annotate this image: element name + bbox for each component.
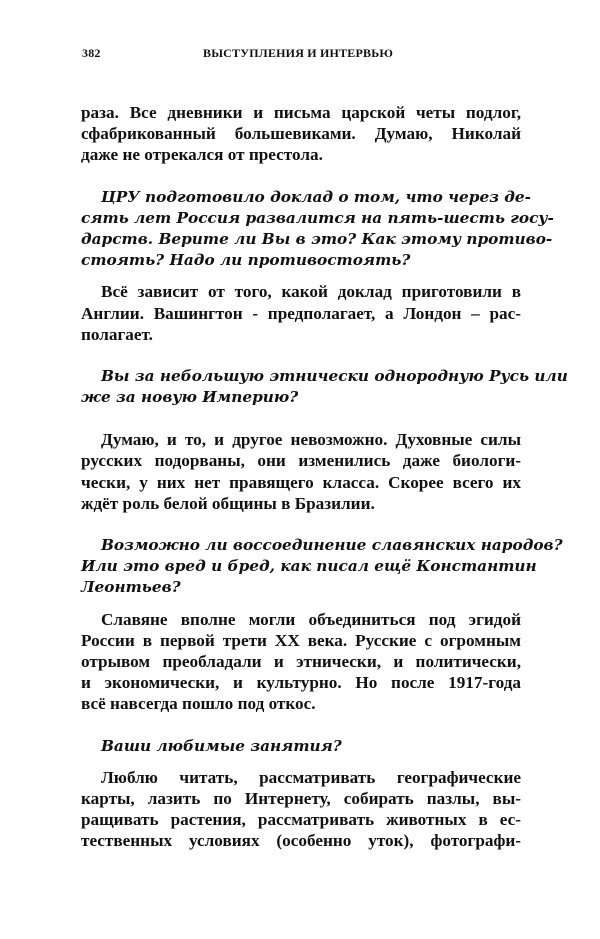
running-title: ВЫСТУПЛЕНИЯ И ИНТЕРВЬЮ <box>203 46 394 60</box>
question-paragraph <box>81 535 563 599</box>
question-paragraph <box>81 736 521 757</box>
paragraph-gap <box>81 271 521 281</box>
text-line: стоять? Надо ли противостоять? <box>81 251 411 270</box>
text-line: карты, лазить по Интернету, собирать пазлы, вы- <box>81 788 521 808</box>
text-line: чески, у них нет правящего класса. Скорее всего их <box>81 472 521 492</box>
text-line: ЦРУ подготовило доклад о том, что через де- <box>101 187 531 206</box>
text-line: раза. Все дневники и письма царской четы подлог, <box>81 103 521 122</box>
text-line: Думаю, и то, и другое невозможно. Духовные силы <box>101 430 521 450</box>
paragraph-gap <box>81 757 521 767</box>
page-number: 382 <box>82 46 101 60</box>
answer-paragraph <box>81 767 521 852</box>
running-header <box>82 46 522 62</box>
text-line: полагает. <box>81 324 153 344</box>
question-paragraph <box>81 187 554 272</box>
text-line: России в первой трети XX века. Русские с огромным <box>81 630 521 650</box>
paragraph-gap <box>81 166 521 187</box>
text-line: и экономически, и культурно. Но после 1917-года <box>81 673 521 693</box>
text-line: ждёт роль белой общины в Бразилии. <box>81 493 375 513</box>
paragraph-gap <box>81 408 521 429</box>
answer-paragraph <box>81 281 521 345</box>
text-line: Люблю читать, рассматривать географические <box>101 767 521 787</box>
text-line: русских подорваны, они изменились даже биологи- <box>81 451 521 471</box>
text-line: даже не отрекался от престола. <box>81 145 323 165</box>
paragraph-gap <box>81 599 521 609</box>
text-line: Ваши любимые занятия? <box>101 736 342 755</box>
text-line: же за новую Империю? <box>81 388 299 407</box>
paragraph-gap <box>81 345 521 366</box>
text-line: дарств. Верите ли Вы в это? Как этому противо- <box>81 229 553 248</box>
text-line: сять лет Россия развалится на пять-шесть госу- <box>81 208 554 227</box>
text-line: тественных условиях (особенно уток), фотографи- <box>81 831 521 851</box>
answer-paragraph <box>81 609 521 715</box>
text-line: отрывом преобладали и этнически, и политически, <box>81 651 521 671</box>
text-line: всё навсегда пошло под откос. <box>81 694 316 714</box>
text-line: Всё зависит от того, какой доклад приготовили в <box>101 282 521 302</box>
text-line: Славяне вполне могли объединиться под эгидой <box>101 609 521 629</box>
text-line: Англии. Вашингтон - предполагает, а Лондон – рас- <box>81 303 521 323</box>
answer-paragraph <box>81 429 521 514</box>
paragraph-gap <box>81 715 521 736</box>
text-line: Вы за небольшую этнически однородную Русь или <box>101 366 568 385</box>
paragraph-gap <box>81 514 521 535</box>
text-line: сфабрикованный большевиками. Думаю, Николай <box>81 124 521 144</box>
text-line: Или это вред и бред, как писал ещё Константин <box>81 557 537 576</box>
page-body <box>81 102 568 851</box>
text-line: Леонтьев? <box>81 578 181 597</box>
text-line: ращивать растения, рассматривать животных в ес- <box>81 810 521 830</box>
text-line: Возможно ли воссоединение славянских народов? <box>101 536 563 554</box>
answer-paragraph <box>81 102 521 166</box>
question-paragraph <box>81 366 568 408</box>
